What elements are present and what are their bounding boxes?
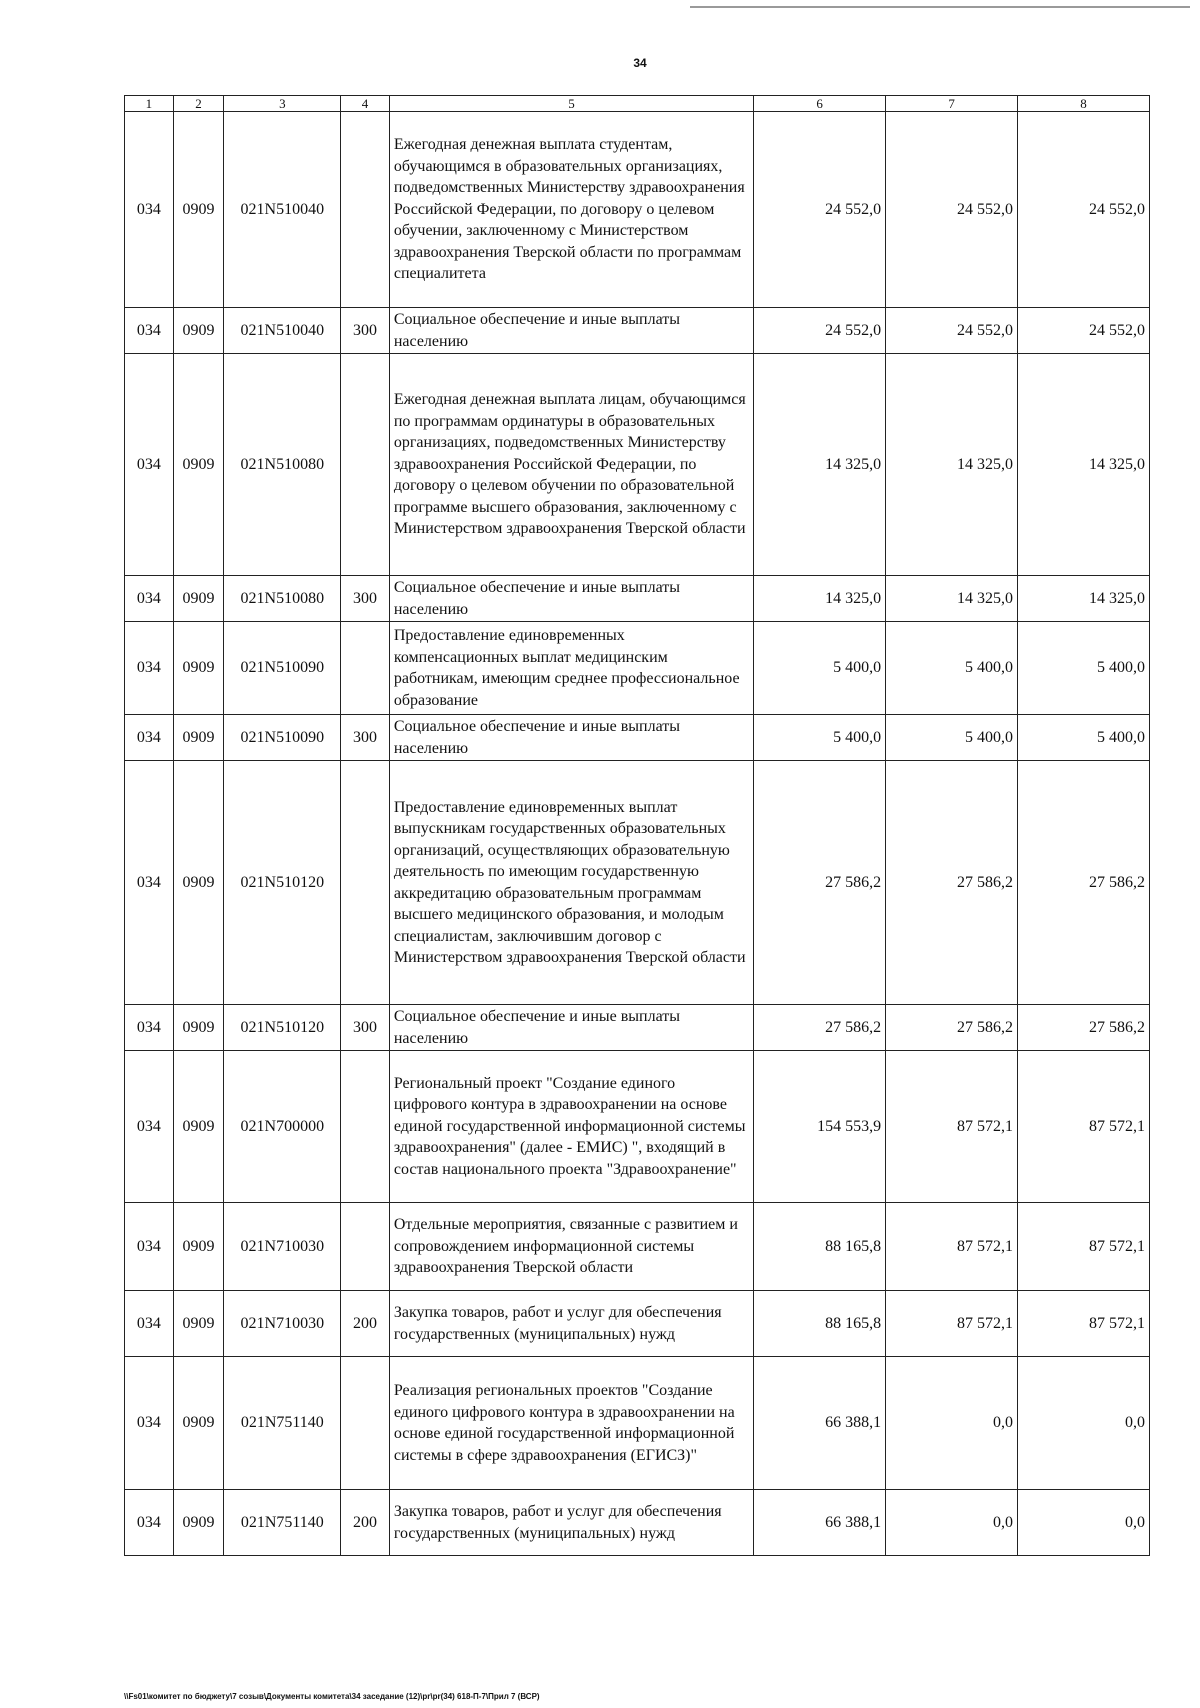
ministry-code: 034	[125, 1051, 174, 1203]
expense-type-code: 200	[341, 1291, 390, 1357]
amount-col-6: 66 388,1	[754, 1490, 886, 1556]
header-cell: 3	[224, 96, 341, 112]
ministry-code: 034	[125, 622, 174, 715]
budget-table	[124, 95, 1150, 1556]
table-row	[125, 1291, 1150, 1357]
header-cell: 7	[886, 96, 1018, 112]
ministry-code: 034	[125, 112, 174, 308]
section-code: 0909	[173, 715, 224, 761]
amount-col-8: 87 572,1	[1018, 1203, 1150, 1291]
target-article-code: 021N710030	[224, 1291, 341, 1357]
row-description: Отдельные мероприятия, связанные с развитием и сопровождением информационной системы здравоохранения Тверской области	[389, 1203, 753, 1291]
amount-col-6: 27 586,2	[754, 761, 886, 1005]
target-article-code: 021N510090	[224, 715, 341, 761]
section-code: 0909	[173, 308, 224, 354]
ministry-code: 034	[125, 761, 174, 1005]
table-row	[125, 308, 1150, 354]
amount-col-6: 24 552,0	[754, 308, 886, 354]
ministry-code: 034	[125, 1490, 174, 1556]
amount-col-8: 24 552,0	[1018, 308, 1150, 354]
ministry-code: 034	[125, 576, 174, 622]
amount-col-6: 66 388,1	[754, 1357, 886, 1490]
table-row	[125, 1051, 1150, 1203]
amount-col-7: 5 400,0	[886, 715, 1018, 761]
section-code: 0909	[173, 112, 224, 308]
amount-col-8: 87 572,1	[1018, 1051, 1150, 1203]
amount-col-8: 27 586,2	[1018, 761, 1150, 1005]
section-code: 0909	[173, 576, 224, 622]
row-description: Закупка товаров, работ и услуг для обеспечения государственных (муниципальных) нужд	[389, 1490, 753, 1556]
amount-col-8: 24 552,0	[1018, 112, 1150, 308]
row-description: Ежегодная денежная выплата студентам, обучающимся в образовательных организациях, подведомственных Министерству здравоохранения Российской Федерации, по договору о целевом обучении, заключенному с Министерством здравоохранения Тверской области по программам специалитета	[389, 112, 753, 308]
target-article-code: 021N751140	[224, 1357, 341, 1490]
table-body	[125, 112, 1150, 1556]
table-row	[125, 112, 1150, 308]
row-description: Социальное обеспечение и иные выплаты населению	[389, 576, 753, 622]
expense-type-code	[341, 761, 390, 1005]
amount-col-6: 27 586,2	[754, 1005, 886, 1051]
header-cell: 4	[341, 96, 390, 112]
target-article-code: 021N510090	[224, 622, 341, 715]
amount-col-6: 88 165,8	[754, 1203, 886, 1291]
expense-type-code	[341, 354, 390, 576]
amount-col-8: 5 400,0	[1018, 622, 1150, 715]
amount-col-6: 154 553,9	[754, 1051, 886, 1203]
amount-col-7: 5 400,0	[886, 622, 1018, 715]
amount-col-6: 24 552,0	[754, 112, 886, 308]
amount-col-7: 0,0	[886, 1357, 1018, 1490]
table-row	[125, 354, 1150, 576]
page-number: 34	[633, 56, 647, 70]
amount-col-8: 0,0	[1018, 1357, 1150, 1490]
target-article-code: 021N510080	[224, 354, 341, 576]
ministry-code: 034	[125, 1357, 174, 1490]
ministry-code: 034	[125, 1203, 174, 1291]
amount-col-7: 27 586,2	[886, 1005, 1018, 1051]
section-code: 0909	[173, 1005, 224, 1051]
ministry-code: 034	[125, 715, 174, 761]
row-description: Предоставление единовременных выплат выпускникам государственных образовательных организаций, осуществляющих образовательную деятельность по имеющим государственную аккредитацию образовательным программам высшего медицинского образования, и молодым специалистам, заключившим договор с Министерством здравоохранения Тверской области	[389, 761, 753, 1005]
target-article-code: 021N510120	[224, 1005, 341, 1051]
ministry-code: 034	[125, 308, 174, 354]
header-cell: 8	[1018, 96, 1150, 112]
amount-col-8: 27 586,2	[1018, 1005, 1150, 1051]
expense-type-code: 300	[341, 576, 390, 622]
amount-col-7: 27 586,2	[886, 761, 1018, 1005]
row-description: Социальное обеспечение и иные выплаты населению	[389, 715, 753, 761]
target-article-code: 021N510040	[224, 308, 341, 354]
target-article-code: 021N510120	[224, 761, 341, 1005]
table-row	[125, 1203, 1150, 1291]
target-article-code: 021N700000	[224, 1051, 341, 1203]
amount-col-8: 14 325,0	[1018, 354, 1150, 576]
amount-col-6: 5 400,0	[754, 715, 886, 761]
expense-type-code	[341, 112, 390, 308]
section-code: 0909	[173, 1291, 224, 1357]
top-rule	[690, 6, 1190, 8]
expense-type-code: 200	[341, 1490, 390, 1556]
table-row	[125, 715, 1150, 761]
amount-col-7: 24 552,0	[886, 112, 1018, 308]
header-cell: 5	[389, 96, 753, 112]
amount-col-8: 87 572,1	[1018, 1291, 1150, 1357]
row-description: Предоставление единовременных компенсационных выплат медицинским работникам, имеющим среднее профессиональное образование	[389, 622, 753, 715]
target-article-code: 021N510080	[224, 576, 341, 622]
amount-col-7: 24 552,0	[886, 308, 1018, 354]
row-description: Реализация региональных проектов "Создание единого цифрового контура в здравоохранении на основе единой государственной информационной системы в сфере здравоохранения (ЕГИСЗ)"	[389, 1357, 753, 1490]
header-cell: 1	[125, 96, 174, 112]
section-code: 0909	[173, 761, 224, 1005]
table-row	[125, 1490, 1150, 1556]
expense-type-code	[341, 1051, 390, 1203]
expense-type-code: 300	[341, 308, 390, 354]
expense-type-code: 300	[341, 715, 390, 761]
table-row	[125, 1005, 1150, 1051]
row-description: Региональный проект "Создание единого цифрового контура в здравоохранении на основе единой государственной информационной системы здравоохранения" (далее - ЕМИС) ", входящий в состав национального проекта "Здравоохранение"	[389, 1051, 753, 1203]
ministry-code: 034	[125, 1291, 174, 1357]
target-article-code: 021N710030	[224, 1203, 341, 1291]
section-code: 0909	[173, 1203, 224, 1291]
row-description: Социальное обеспечение и иные выплаты населению	[389, 1005, 753, 1051]
amount-col-6: 14 325,0	[754, 354, 886, 576]
amount-col-8: 14 325,0	[1018, 576, 1150, 622]
section-code: 0909	[173, 1490, 224, 1556]
amount-col-7: 87 572,1	[886, 1291, 1018, 1357]
amount-col-7: 87 572,1	[886, 1203, 1018, 1291]
ministry-code: 034	[125, 1005, 174, 1051]
header-row	[125, 96, 1150, 112]
section-code: 0909	[173, 354, 224, 576]
ministry-code: 034	[125, 354, 174, 576]
table-row	[125, 622, 1150, 715]
amount-col-6: 14 325,0	[754, 576, 886, 622]
expense-type-code	[341, 1203, 390, 1291]
expense-type-code	[341, 1357, 390, 1490]
table-row	[125, 576, 1150, 622]
amount-col-7: 14 325,0	[886, 576, 1018, 622]
amount-col-8: 0,0	[1018, 1490, 1150, 1556]
target-article-code: 021N751140	[224, 1490, 341, 1556]
section-code: 0909	[173, 1357, 224, 1490]
amount-col-7: 0,0	[886, 1490, 1018, 1556]
file-path-footer: \\Fs01\комитет по бюджету\7 созыв\Документы комитета\34 заседание (12)\pr\pr(34) 618-П-7\Прил 7 (ВСР)	[124, 1692, 540, 1701]
expense-type-code	[341, 622, 390, 715]
row-description: Ежегодная денежная выплата лицам, обучающимся по программам ординатуры в образовательных организациях, подведомственных Министерству здравоохранения Российской Федерации, по договору о целевом обучении по образовательной программе высшего образования, заключенному с Министерством здравоохранения Тверской области	[389, 354, 753, 576]
target-article-code: 021N510040	[224, 112, 341, 308]
amount-col-8: 5 400,0	[1018, 715, 1150, 761]
table-row	[125, 761, 1150, 1005]
section-code: 0909	[173, 622, 224, 715]
header-cell: 6	[754, 96, 886, 112]
row-description: Закупка товаров, работ и услуг для обеспечения государственных (муниципальных) нужд	[389, 1291, 753, 1357]
row-description: Социальное обеспечение и иные выплаты населению	[389, 308, 753, 354]
amount-col-7: 14 325,0	[886, 354, 1018, 576]
table-row	[125, 1357, 1150, 1490]
expense-type-code: 300	[341, 1005, 390, 1051]
section-code: 0909	[173, 1051, 224, 1203]
amount-col-7: 87 572,1	[886, 1051, 1018, 1203]
header-cell: 2	[173, 96, 224, 112]
amount-col-6: 5 400,0	[754, 622, 886, 715]
amount-col-6: 88 165,8	[754, 1291, 886, 1357]
